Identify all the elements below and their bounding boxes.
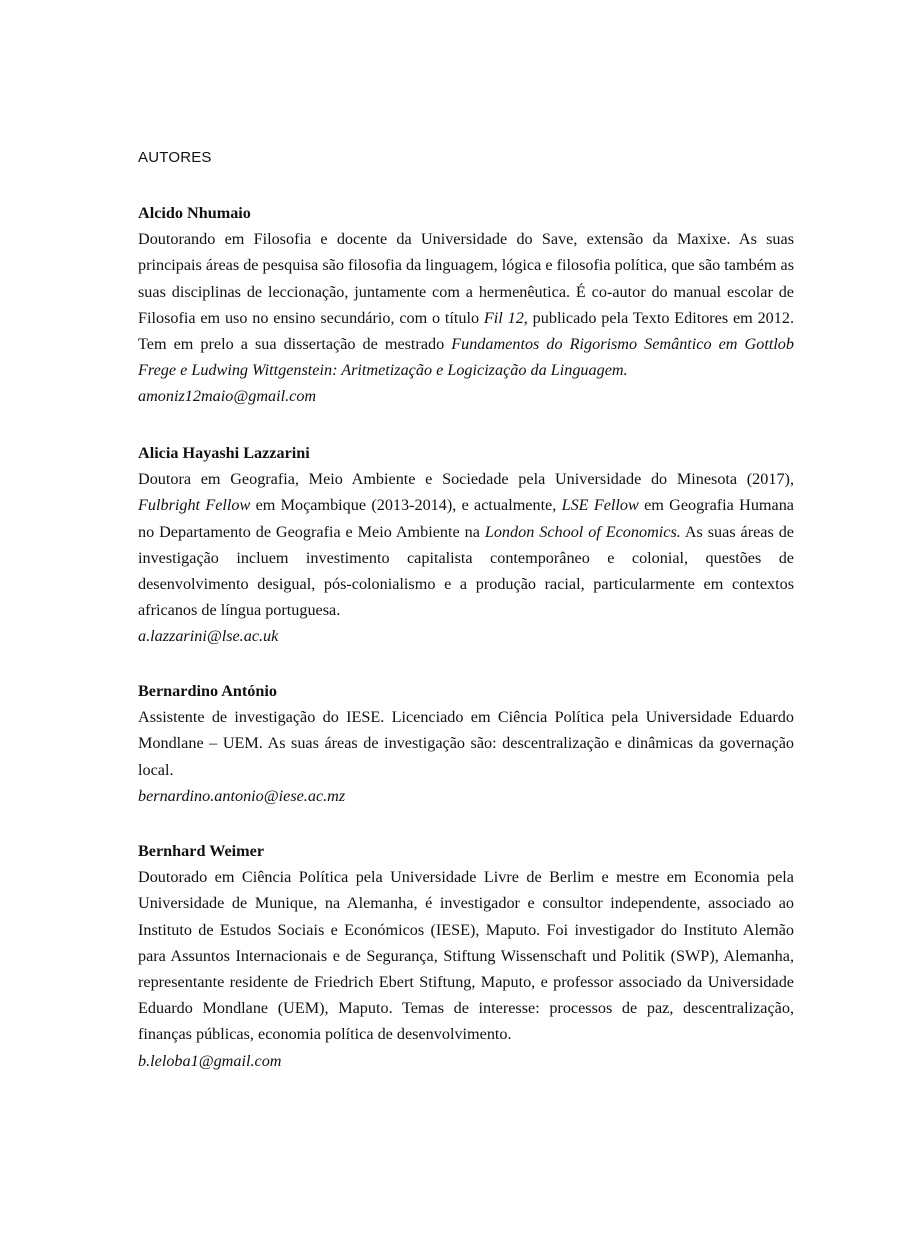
author-email: amoniz12maio@gmail.com [138,387,317,406]
bio-text-segment: Assistente de investigação do IESE. Licenciado em Ciência Política pela Universidade Eduardo Mondlane – UEM. As suas áreas de investigação são: descentralização e dinâmicas da governação local. [138,708,794,779]
bio-italic-segment: Fundamentos do Rigorismo Semântico em Gottlob Frege e Ludwing Wittgenstein: Aritmetização e Logicização da Linguagem. [138,335,794,380]
author-name: Alicia Hayashi Lazzarini [138,444,310,462]
author-entry [138,678,794,809]
author-entry [138,200,794,410]
bio-text-segment: Doutorando em Filosofia e docente da Universidade do Save, extensão da Maxixe. As suas principais áreas de pesquisa são filosofia da linguagem, lógica e filosofia política, que são também as suas disciplinas de leccionação, juntamente com a hermenêutica. É co-autor do manual escolar de Filosofia em uso no ensino secundário, com o título [138,230,794,327]
author-name: Bernhard Weimer [138,842,265,860]
author-email: a.lazzarini@lse.ac.uk [138,627,279,646]
author-entry [138,838,794,1074]
author-name: Bernardino António [138,682,277,700]
bio-text-segment: , publicado pela Texto Editores em 2012. Tem em prelo a sua dissertação de mestrado [138,308,794,354]
author-name: Alcido Nhumaio [138,204,251,222]
bio-text-segment: Doutora em Geografia, Meio Ambiente e Sociedade pela Universidade do Minesota (2017), [138,470,794,489]
author-email: b.leloba1@gmail.com [138,1051,282,1070]
author-bio [138,864,794,1047]
author-bio [138,466,794,623]
author-email: bernardino.antonio@iese.ac.mz [138,786,346,805]
bio-italic-segment: Fil 12 [483,308,524,327]
page-heading: AUTORES [138,149,212,166]
bio-text-segment: em Geografia Humana no Departamento de Geografia e Meio Ambiente na [138,496,794,541]
author-entry [138,440,794,650]
author-bio [138,226,794,383]
bio-text-segment: em Moçambique (2013-2014), e actualmente, [250,496,562,515]
bio-italic-segment: LSE Fellow [561,496,639,515]
bio-text-segment: As suas áreas de investigação incluem investimento capitalista contemporâneo e colonial, questões de desenvolvimento desigual, pós-colonialismo e a produção racial, particularmente em contextos africanos de língua portuguesa. [138,522,794,620]
bio-text-segment: Doutorado em Ciência Política pela Universidade Livre de Berlim e mestre em Economia pela Universidade de Munique, na Alemanha, é investigador e consultor independente, associado ao Instituto de Estudos Sociais e Económicos (IESE), Maputo. Foi investigador do Instituto Alemão para Assuntos Internacionais e de Segurança, Stiftung Wissenschaft und Politik (SWP), Alemanha, representante residente de Friedrich Ebert Stiftung, Maputo, e professor associado da Universidade Eduardo Mondlane (UEM), Maputo. Temas de interesse: processos de paz, descentralização, finanças públicas, economia política de desenvolvimento. [138,868,794,1044]
author-bio [138,704,794,783]
bio-italic-segment: London School of Economics. [484,522,681,541]
bio-italic-segment: Fulbright Fellow [138,496,251,515]
